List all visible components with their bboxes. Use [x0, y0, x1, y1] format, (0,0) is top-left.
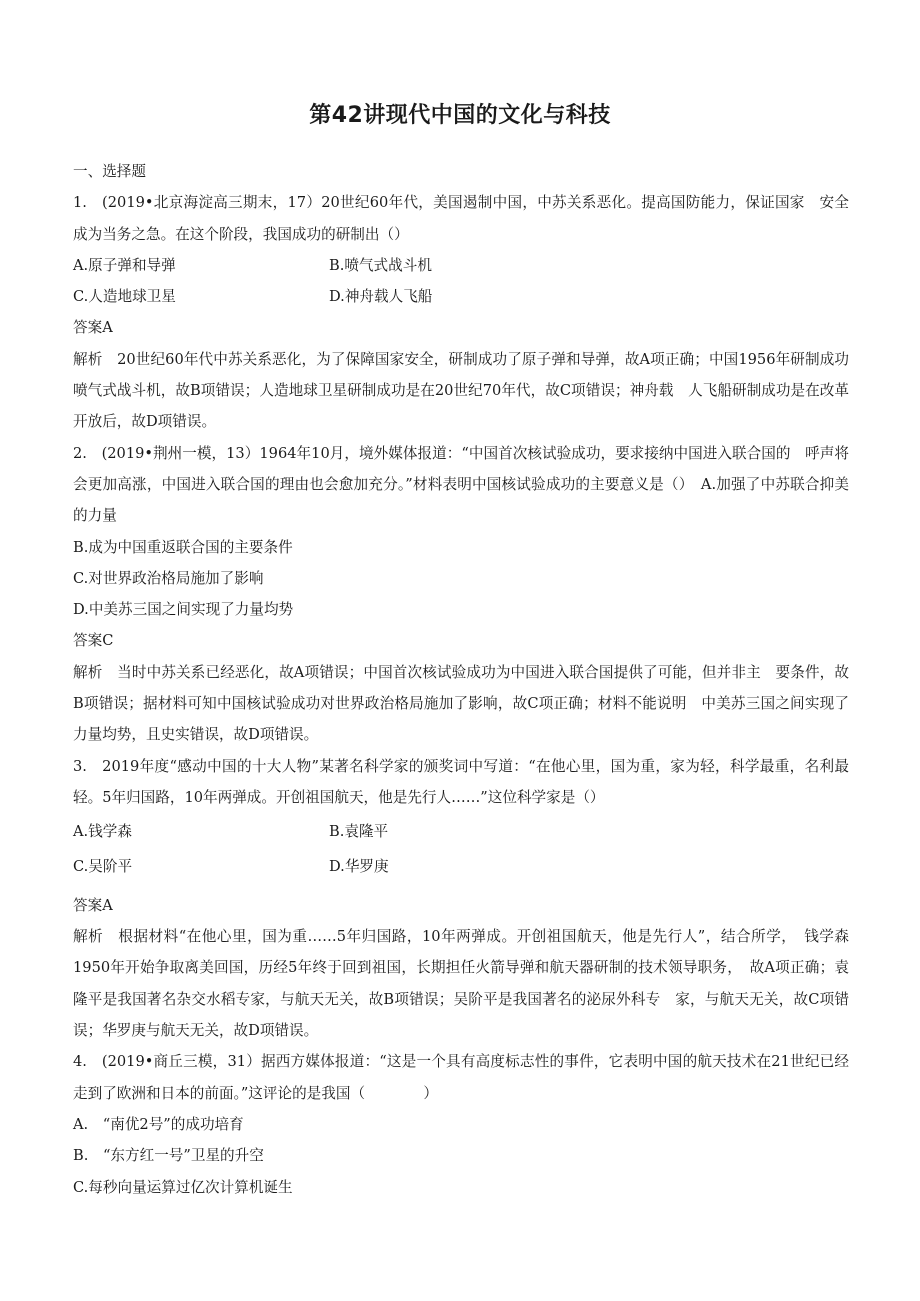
question-3-answer: 答案A: [73, 896, 113, 914]
question-1-stem: 1. (2019•北京海淀高三期末，17）20世纪60年代，美国遏制中国，中苏关系恶化。提高国防能力，保证国家 安全成为当务之急。在这个阶段，我国成功的研制出（）: [73, 194, 849, 243]
option: B.袁隆平: [329, 823, 389, 841]
question-1-analysis: 解析 20世纪60年代中苏关系恶化，为了保障国家安全，研制成功了原子弹和导弹，故A项正确；中国1956年研制成功喷气式战斗机，故B项错误；人造地球卫星研制成功是在20世纪70年代，故C项错误；神舟载 人飞船研制成功是在改革开放后，故D项错误。: [73, 350, 849, 431]
question-1-answer: 答案A: [73, 319, 113, 337]
option: C.每秒向量运算过亿次计算机诞生: [73, 1178, 293, 1196]
question-2-stem: 2. (2019•荆州一模，13）1964年10月，境外媒体报道：“中国首次核试验成功，要求接纳中国进入联合国的 呼声将会更加高涨，中国进入联合国的理由也会愈加充分。”材料表明中国核试验成功的主要意义是（） A.加强了中苏联合抑美的力量: [73, 444, 849, 525]
option: D.神舟载人飞船: [329, 288, 433, 306]
page-title: 第42讲现代中国的文化与科技: [309, 103, 611, 128]
question-3-stem: 3. 2019年度“感动中国的十大人物”某著名科学家的颁奖词中写道：“在他心里，国为重，家为轻，科学最重，名利最轻。5年归国路，10年两弹成。开创祖国航天，他是先行人……”这位科学家是（）: [73, 757, 849, 806]
question-3-options-row-2: [73, 851, 849, 882]
option: A.钱学森: [73, 823, 132, 841]
option: B.成为中国重返联合国的主要条件: [73, 538, 293, 556]
option: C.吴阶平: [73, 857, 133, 875]
option: C.人造地球卫星: [73, 288, 176, 306]
option: A. “南优2号”的成功培育: [73, 1115, 244, 1133]
option: B. “东方红一号”卫星的升空: [73, 1147, 264, 1165]
question-2-analysis: 解析 当时中苏关系已经恶化，故A项错误；中国首次核试验成功为中国进入联合国提供了可能，但并非主 要条件，故B项错误；据材料可知中国核试验成功对世界政治格局施加了影响，故C项正确；材料不能说明 中美苏三国之间实现了力量均势，且史实错误，故D项错误。: [73, 663, 849, 744]
question-1-options-row-2: [73, 281, 849, 312]
document-body: [73, 156, 849, 1203]
option: D.华罗庚: [329, 857, 389, 875]
question-3-analysis: 解析 根据材料“在他心里，国为重……5年归国路，10年两弹成。开创祖国航天，他是先行人”，结合所学， 钱学森1950年开始争取离美回国，历经5年终于回到祖国，长期担任火箭导弹和航天器研制的技术领导职务， 故A项正确；袁隆平是我国著名杂交水稻专家，与航天无关，故B项错误；吴阶平是我国著名的泌尿外科专 家，与航天无关，故C项错误；华罗庚与航天无关，故D项错误。: [73, 928, 849, 1040]
question-2-answer: 答案C: [73, 632, 114, 650]
option: B.喷气式战斗机: [329, 256, 432, 274]
question-3-options-row-1: [73, 816, 849, 847]
question-4-stem: 4. (2019•商丘三模，31）据西方媒体报道：“这是一个具有高度标志性的事件，它表明中国的航天技术在21世纪已经走到了欧洲和日本的前面。”这评论的是我国（ ）: [73, 1053, 849, 1102]
question-1-options-row-1: [73, 250, 849, 281]
option: D.中美苏三国之间实现了力量均势: [73, 601, 294, 619]
option: C.对世界政治格局施加了影响: [73, 569, 264, 587]
section-heading: 一、选择题: [73, 163, 146, 180]
option: A.原子弹和导弹: [73, 256, 176, 274]
